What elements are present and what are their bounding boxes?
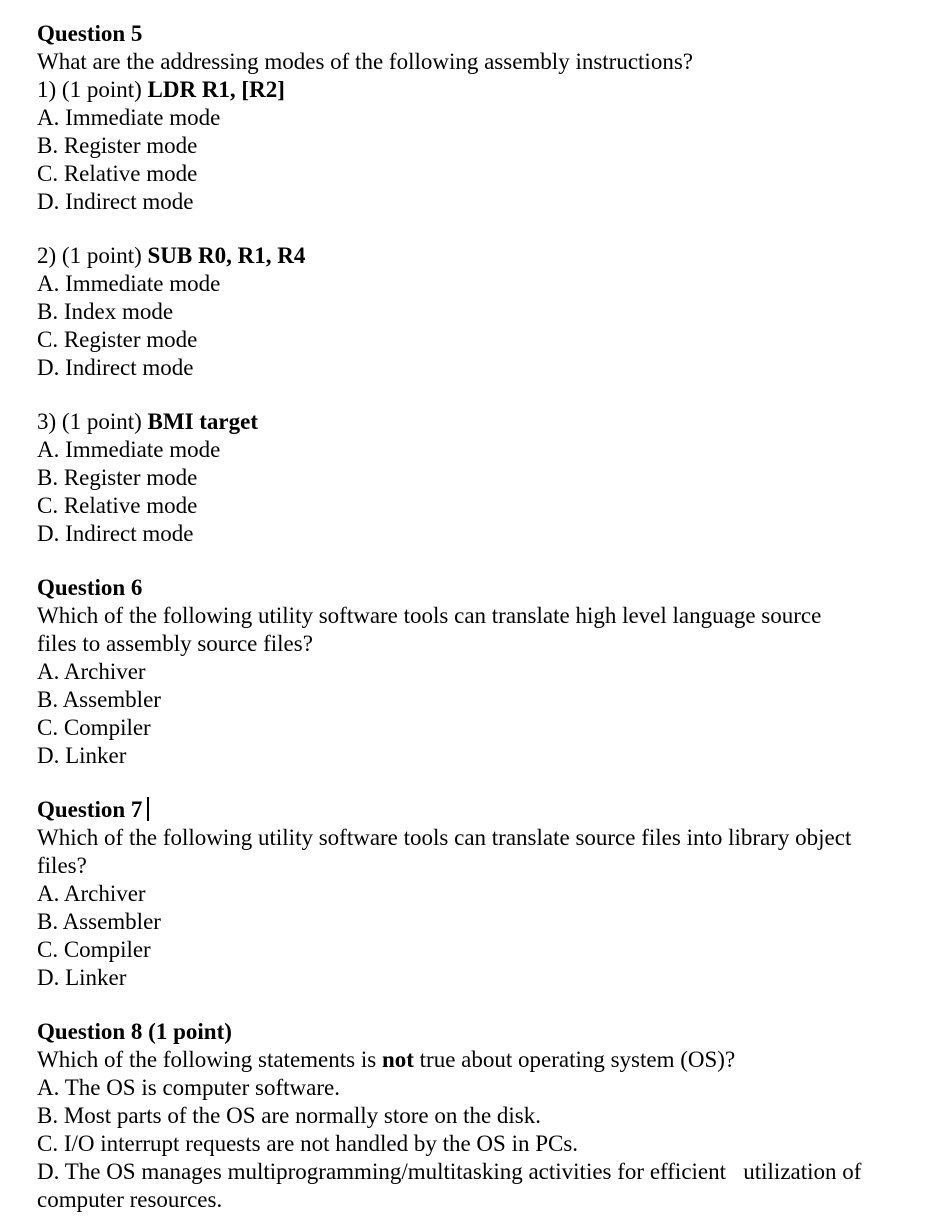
instruction-text: BMI target bbox=[147, 409, 259, 434]
sub-question-2 bbox=[37, 242, 917, 382]
prompt-emphasis: not bbox=[381, 1047, 414, 1072]
question-title: Question 8 (1 point) bbox=[37, 1019, 232, 1044]
question-prompt bbox=[37, 1046, 917, 1074]
sub-question-prefix: 3) (1 point) bbox=[37, 409, 148, 434]
instruction-text: LDR R1, [R2] bbox=[147, 77, 285, 102]
prompt-text: Which of the following statements is bbox=[37, 1047, 382, 1072]
answer-option: B. Assembler bbox=[37, 687, 161, 712]
question-prompt-line: files to assembly source files? bbox=[37, 631, 313, 656]
question-title: Question 6 bbox=[37, 575, 143, 600]
answer-option: D. Indirect mode bbox=[37, 355, 194, 380]
answer-option: A. Immediate mode bbox=[37, 271, 221, 296]
question-title: Question 7 bbox=[37, 797, 143, 822]
question-8 bbox=[37, 1018, 917, 1214]
question-6 bbox=[37, 574, 917, 770]
answer-option: A. Immediate mode bbox=[37, 105, 221, 130]
question-prompt-line: Which of the following utility software tools can translate high level language source bbox=[37, 603, 822, 628]
sub-question-prefix: 1) (1 point) bbox=[37, 77, 148, 102]
answer-option: C. I/O interrupt requests are not handled by the OS in PCs. bbox=[37, 1131, 579, 1156]
answer-option: C. Compiler bbox=[37, 937, 151, 962]
answer-option: A. Immediate mode bbox=[37, 437, 221, 462]
answer-option: B. Assembler bbox=[37, 909, 161, 934]
answer-option: D. Linker bbox=[37, 965, 127, 990]
answer-option: A. Archiver bbox=[37, 659, 146, 684]
answer-option: C. Register mode bbox=[37, 327, 198, 352]
question-prompt: What are the addressing modes of the following assembly instructions? bbox=[37, 49, 693, 74]
instruction-text: SUB R0, R1, R4 bbox=[147, 243, 306, 268]
text-cursor bbox=[147, 797, 149, 821]
answer-option: A. The OS is computer software. bbox=[37, 1075, 340, 1100]
answer-option: B. Most parts of the OS are normally store on the disk. bbox=[37, 1103, 542, 1128]
answer-option: B. Register mode bbox=[37, 465, 198, 490]
answer-option: D. The OS manages multiprogramming/multitasking activities for efficient utilization of bbox=[37, 1159, 862, 1184]
sub-question-1 bbox=[37, 76, 917, 216]
document-page bbox=[37, 20, 917, 1214]
sub-question-3 bbox=[37, 408, 917, 548]
question-title: Question 5 bbox=[37, 21, 143, 46]
question-5 bbox=[37, 20, 917, 548]
question-prompt-line: files? bbox=[37, 853, 87, 878]
answer-option: C. Relative mode bbox=[37, 161, 198, 186]
sub-question-prefix: 2) (1 point) bbox=[37, 243, 148, 268]
answer-option: C. Relative mode bbox=[37, 493, 198, 518]
answer-option: A. Archiver bbox=[37, 881, 146, 906]
answer-option: C. Compiler bbox=[37, 715, 151, 740]
prompt-text: true about operating system (OS)? bbox=[413, 1047, 736, 1072]
answer-option: B. Index mode bbox=[37, 299, 174, 324]
answer-option-continuation: computer resources. bbox=[37, 1187, 223, 1212]
question-prompt-line: Which of the following utility software tools can translate source files into library object bbox=[37, 825, 852, 850]
answer-option: D. Indirect mode bbox=[37, 521, 194, 546]
question-7 bbox=[37, 796, 917, 992]
answer-option: D. Indirect mode bbox=[37, 189, 194, 214]
answer-option: D. Linker bbox=[37, 743, 127, 768]
answer-option: B. Register mode bbox=[37, 133, 198, 158]
